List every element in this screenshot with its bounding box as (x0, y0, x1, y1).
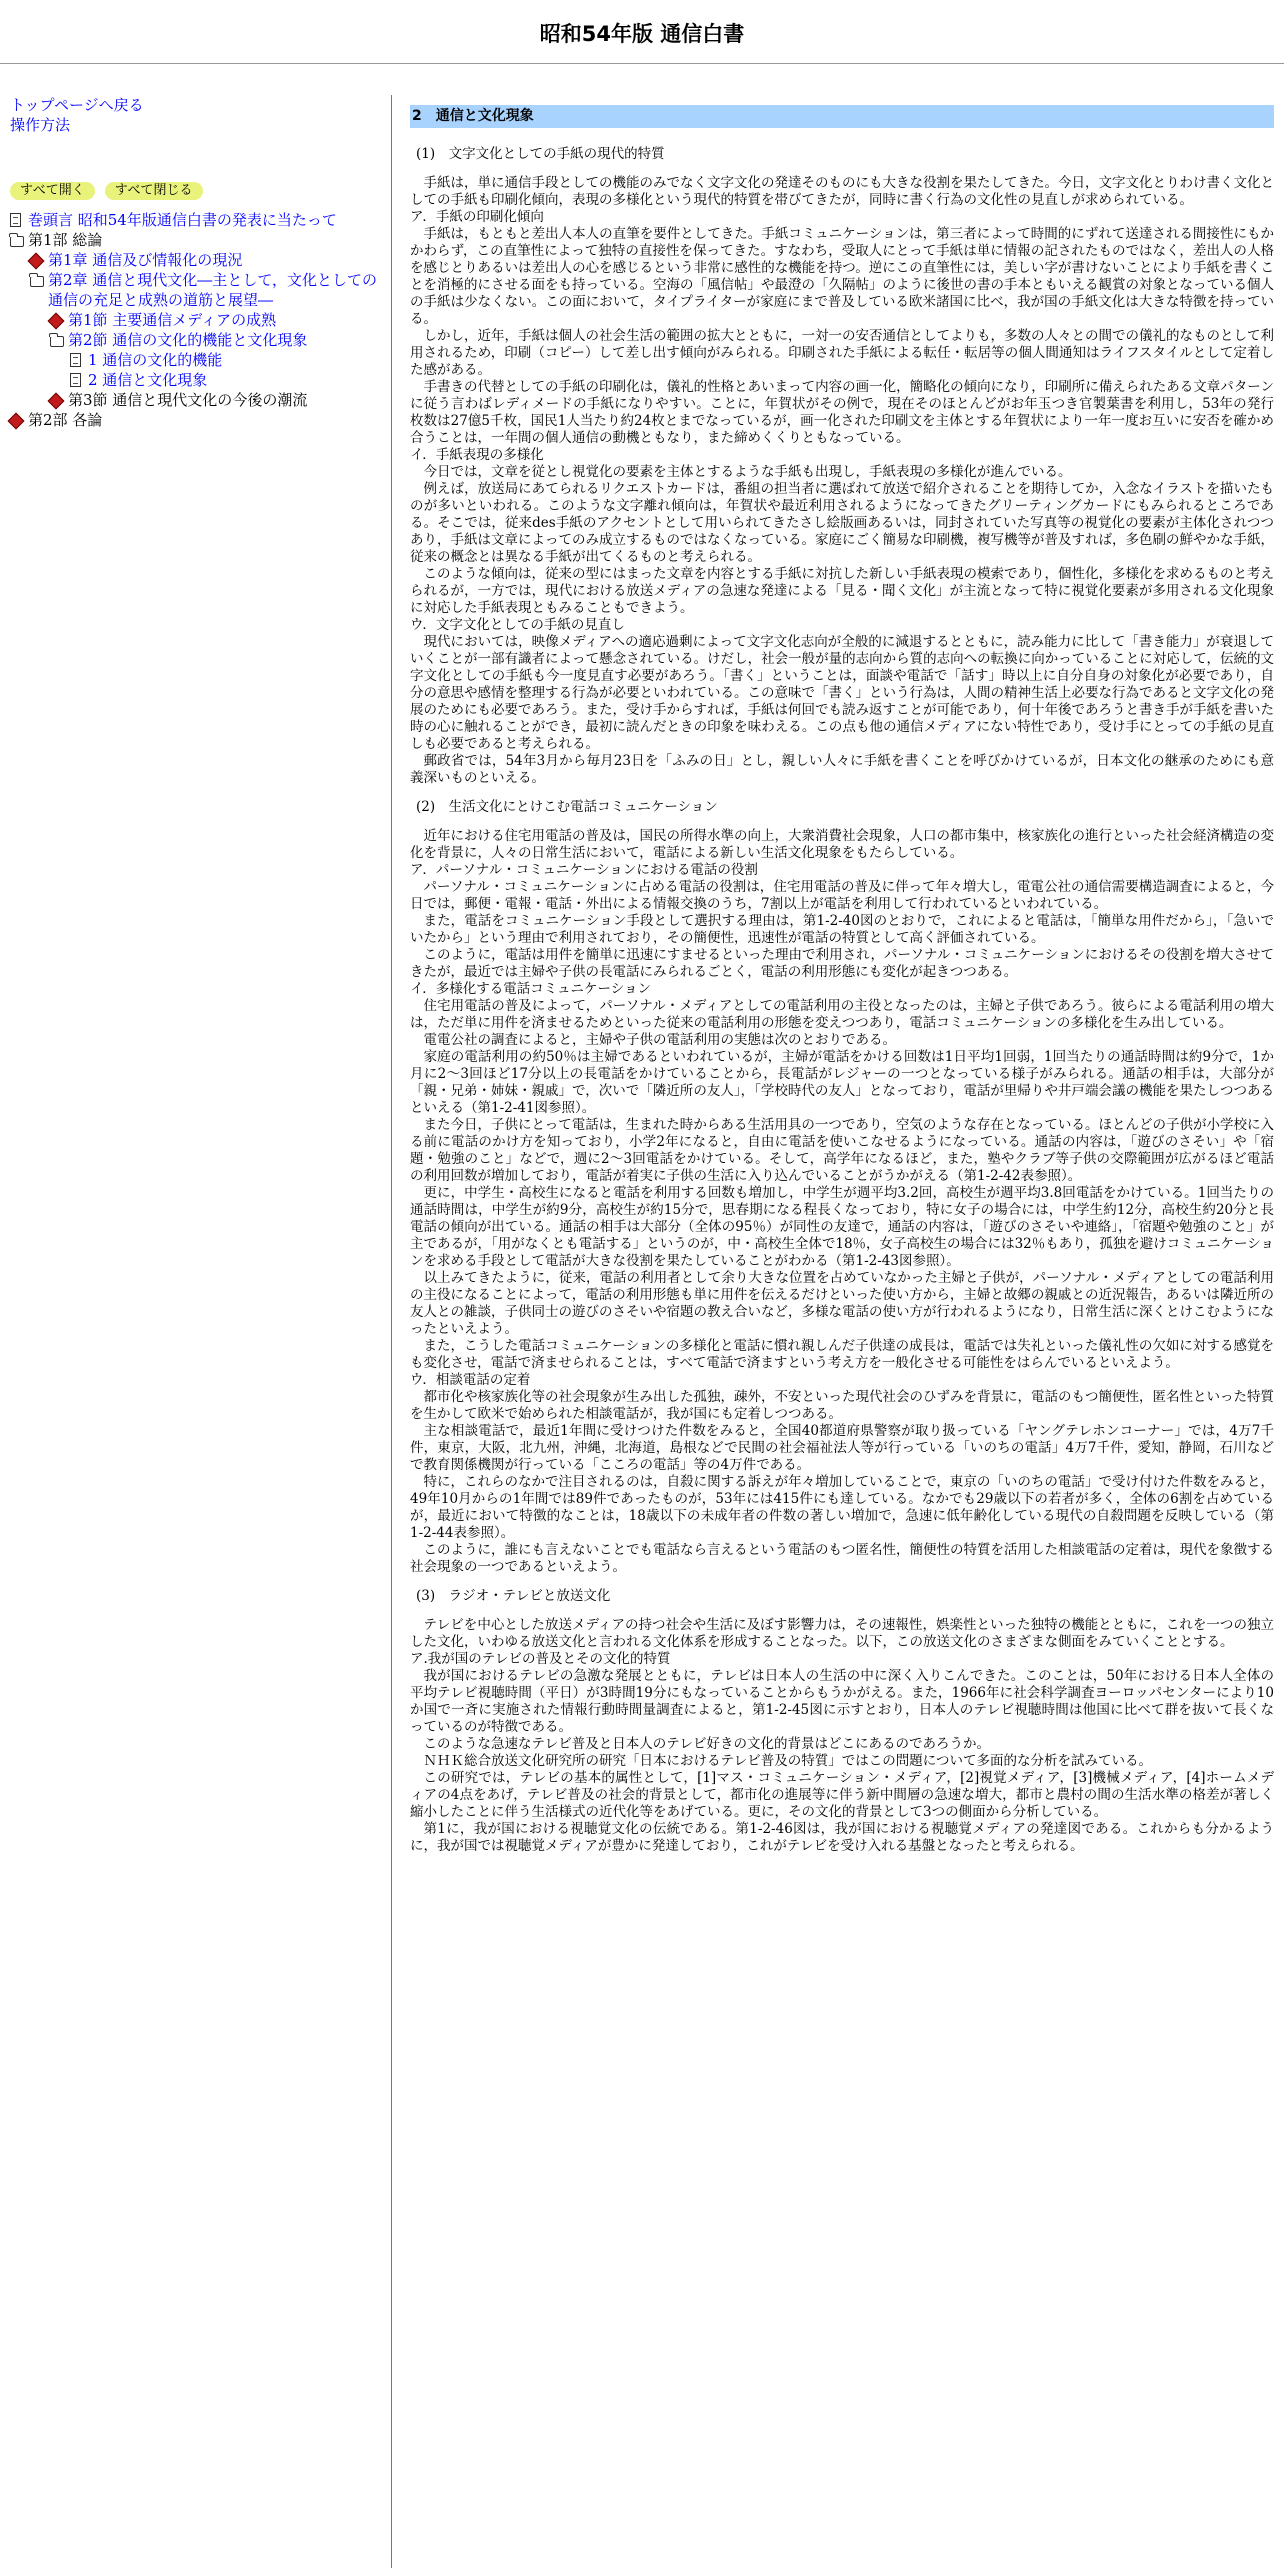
paragraph: 手紙は，もともと差出人本人の直筆を要件としてきた。手紙コミュニケーションは，第三者によって時間的にずれて送達される間接性にもかかわらず，この直筆性によって独特の直接性を保ってきた。すなわち，受取人にとって手紙は単に情報の記されたものではなく，差出人の人格を感じとりあるいは差出人の心を感じるという非常に感性的な機能を持つ。逆にこの直筆性には，美しい字が書けないことにより手紙を書くことを消極的にさせる面をも持っている。空海の「風信帖」や最澄の「久隔帖」のように後世の書の手本ともいえる観賞の対象となっている個人の手紙は少なくない。この面において，タイプライターが家庭にまで普及している欧米諸国に比べ，我が国の手紙文化は大きな特徴を持っている。 (410, 226, 1274, 327)
topic-label: イ．手紙表現の多様化 (410, 447, 544, 463)
tree-link-chapter2[interactable]: 第2章 通信と現代文化―主として，文化としての通信の充足と成熟の道筋と展望― (48, 271, 378, 309)
tree-item-chapter2[interactable] (30, 270, 385, 310)
how-to-use-link[interactable]: 操作方法 (10, 116, 71, 134)
tree-label-part2: 第2部 各論 (28, 411, 103, 429)
paragraph: 特に，これらのなかで注目されるのは，自殺に関する訴えが年々増加していることで，東京の「いのちの電話」で受け付けた件数をみると，49年10月からの1年間では89件であったものが，53年には415件にも達している。なかでも29歳以下の若者が多く，全体の6割を占めているが，最近において特徴的なことは，18歳以下の未成年者の件数の著しい増加で，急速に低年齢化している現代の自殺問題を反映している（第1-2-44表参照）。 (410, 1474, 1274, 1541)
paragraph: しかし，近年，手紙は個人の社会生活の範囲の拡大とともに，一対一の安否通信としてよりも，多数の人々との間での儀礼的なものとして利用されるため，印刷（コピー）して差し出す傾向がみられる。印刷された手紙による転任・転居等の個人間通知はライフスタイルとして定着した感がある。 (410, 328, 1274, 378)
topic-label: イ．多様化する電話コミュニケーション (410, 981, 651, 997)
document-icon (70, 373, 81, 387)
tree-item-section2[interactable] (50, 330, 385, 350)
paragraph: また今日，子供にとって電話は，生まれた時からある生活用具の一つであり，空気のような存在となっている。ほとんどの子供が小学校に入る前に電話のかけ方を知っており，小学2年になると，自由に電話を使いこなせるようになっている。通話の内容は，「遊びのさそい」や「宿題・勉強のこと」などで，週に2～3回電話をかけている。そして，高学年になるほど，また，塾やクラブ等子供の交際範囲が広がるほど電話の利用回数が増加しており，電話が着実に子供の生活に入り込んでいることがうかがえる（第1-2-42表参照）。 (410, 1117, 1274, 1184)
topic-label: ウ．文字文化としての手紙の見直し (410, 617, 625, 633)
paragraph: 第1に，我が国における視聴覚文化の伝統である。第1-2-46図は，我が国における視聴覚メディアの発達図である。これからも分かるように，我が国では視聴覚メディアが豊かに発達しており，これがテレビを受け入れる基盤となったと考えられる。 (410, 1821, 1274, 1854)
topic-label: ウ．相談電話の定着 (410, 1372, 531, 1388)
paragraph: 近年における住宅用電話の普及は，国民の所得水準の向上，大衆消費社会現象，人口の都市集中，核家族化の進行といった社会経済構造の変化を背景に，人々の日常生活において，電話による新しい生活文化現象をもたらしている。 (410, 828, 1274, 861)
paragraph: 現代においては，映像メディアへの適応過剰によって文字文化志向が全般的に減退するとともに，読み能力に比して「書き能力」が衰退していくことが一部有識者によって懸念されている。けだし，社会一般が量的志向から質的志向への転換に向かっていることに対応して，伝統的文字文化としての手紙も今一度見直す必要があろう。「書く」ということは，面談や電話で「話す」時以上に自分自身の対象化が必要であり，自分の意思や感情を整理する行為が必要といわれている。この意味で「書く」という行為は，人間の精神生活上必要な行為であると文字文化の発展のためにも必要であろう。また，受け手からすれば，手紙は何回でも読み返すことが可能であり，何十年後であろうと書き手が手紙を書いた時の心に触れることができ，最初に読んだときの印象を味わえる。この点も他の通信メディアにない特性であり，受け手にとっての手紙の見直しも必要であると考えられる。 (410, 634, 1274, 752)
main-content (410, 105, 1274, 1855)
folder-closed-icon[interactable] (8, 413, 25, 430)
paragraph: このような傾向は，従来の型にはまった文章を内容とする手紙に対抗した新しい手紙表現の模索であり，個性化，多様化を求めるものと考えられるが，一方では，現代における放送メディアの急速な発達による「見る・聞く文化」が主流となって特に視覚化要素が多用される文化現象に対応した手紙表現ともみることもできよう。 (410, 566, 1274, 616)
paragraph: 手書きの代替としての手紙の印刷化は，儀礼的性格とあいまって内容の画一化，簡略化の傾向になり，印刷所に備えられたある文章パターンに従う言わばレディメードの手紙になりやすい。ことに，年賀状がその例で，現在そのほとんどがお年玉つき官製葉書を利用し，53年の発行枚数は27億5千枚，国民1人当たり約24枚とまでなっているが，画一化された印刷文を主体とする年賀状により一年一度お互いに安否を確かめ合うことは，一年間の個人通信の動機ともなり，また締めくくりともなっている。 (410, 379, 1274, 446)
header-divider (0, 63, 1284, 64)
paragraph: このように，誰にも言えないことでも電話なら言えるという電話のもつ匿名性，簡便性の特質を活用した相談電話の定着は，現代を象徴する社会現象の一つであるといえよう。 (410, 1542, 1274, 1575)
page-title: 昭和54年版 通信白書 (539, 22, 745, 46)
subsection-heading: (3) ラジオ・テレビと放送文化 (416, 1588, 611, 1604)
paragraph: 例えば，放送局にあてられるリクエストカードは，番組の担当者に選ばれて放送で紹介されることを期待してか，入念なイラストを描いたものが多いといわれる。このような文字離れ傾向は，年賀状や最近利用されるようになってきたグリーティングカードにもみられるところである。そこでは，従来des手紙のアクセントとして用いられてきたさし絵版画あるいは，同封されていた写真等の視覚化の要素が主体化されつつあり，手紙は文章によってのみ成立するものではなくなっている。家庭にごく簡易な印刷機，複写機等が普及すれば，多色刷の鮮やかな手紙，従来の概念とは異なる手紙が出てくるものと考えられる。 (410, 481, 1274, 565)
back-to-top-link[interactable]: トップページへ戻る (10, 96, 144, 114)
tree-item-part2[interactable] (10, 410, 385, 430)
tree-label-section3: 第3節 通信と現代文化の今後の潮流 (68, 391, 308, 409)
tree-item-section3[interactable] (50, 390, 385, 410)
paragraph: 電電公社の調査によると，主婦や子供の電話利用の実態は次のとおりである。 (423, 1032, 896, 1048)
subsection-heading: (1) 文字文化としての手紙の現代的特質 (416, 146, 665, 162)
paragraph: 主な相談電話で，最近1年間に受けつけた件数をみると，全国40都道府県警察が取り扱っている「ヤングテレホンコーナー」では，4万7千件，東京，大阪，北九州，沖縄，北海道，島根などで民間の社会福祉法人等が行っている「いのちの電話」4万7千件，愛知，静岡，石川などで教育関係機関が行っている「こころの電話」等の4万件である。 (410, 1423, 1274, 1473)
topic-label: ア．手紙の印刷化傾向 (410, 209, 544, 225)
folder-open-icon[interactable] (50, 336, 64, 347)
paragraph: ＮＨＫ総合放送文化研究所の研究「日本におけるテレビ普及の特質」ではこの問題について多面的な分析を試みている。 (423, 1753, 1152, 1769)
spacer (410, 787, 1274, 799)
spacer (410, 1576, 1274, 1588)
tree-link-section1[interactable]: 第1節 主要通信メディアの成熟 (68, 311, 277, 329)
folder-open-icon[interactable] (30, 276, 44, 287)
paragraph: 住宅用電話の普及によって，パーソナル・メディアとしての電話利用の主役となったのは，主婦と子供であろう。彼らによる電話利用の増大は，ただ単に用件を済ませるためといった従来の電話利用の形態を変えつつあり，電話コミュニケーションの多様化を生み出している。 (410, 998, 1274, 1031)
expand-all-button[interactable]: すべて開く (10, 182, 95, 200)
folder-closed-icon[interactable] (48, 393, 65, 410)
paragraph: 手紙は，単に通信手段としての機能のみでなく文字文化の発達そのものにも大きな役割を果たしてきた。今日，文字文化とりわけ書く文化としての手紙も印刷化傾向，表現の多様化という現代的特質を帯びてきたが，同時に書く行為の文化性の見直しが求められている。 (410, 175, 1274, 208)
tree-item-section1[interactable] (50, 310, 385, 330)
paragraph: この研究では，テレビの基本的属性として，[1]マス・コミュニケーション・メディア，[2]視覚メディア，[3]機械メディア，[4]ホームメディアの4点をあげ，テレビ普及の社会的背景として，都市化の進展等に伴う新中間層の急速な増大，都市と農村の間の生活水準の格差が著しく縮小したことに伴う生活様式の近代化等をあげている。更に，その文化的背景として3つの側面から分析している。 (410, 1770, 1274, 1820)
topic-label: ア．パーソナル・コミュニケーションにおける電話の役割 (410, 862, 758, 878)
folder-closed-icon[interactable] (28, 253, 45, 270)
tree-item-chapter1[interactable] (30, 250, 385, 270)
paragraph: パーソナル・コミュニケーションに占める電話の役割は，住宅用電話の普及に伴って年々増大し，電電公社の通信需要構造調査によると，今日では，郵便・電報・電話・外出による情報交換のうち，7割以上が電話を利用して行われているといわれている。 (410, 879, 1274, 912)
tree-item-subsection1[interactable] (70, 350, 385, 370)
content-body (410, 146, 1274, 1855)
subsection-heading: (2) 生活文化にとけこむ電話コミュニケーション (416, 799, 718, 815)
folder-open-icon[interactable] (10, 236, 24, 247)
tree-link-foreword[interactable]: 巻頭言 昭和54年版通信白書の発表に当たって (28, 211, 337, 229)
folder-closed-icon[interactable] (48, 313, 65, 330)
section-heading: 2 通信と文化現象 (410, 105, 1274, 128)
tree-link-subsection1[interactable]: 1 通信の文化的機能 (88, 351, 223, 369)
paragraph: 都市化や核家族化等の社会現象が生み出した孤独，疎外，不安といった現代社会のひずみを背景に，電話のもつ簡便性，匿名性といった特質を生かして欧米で始められた相談電話が，我が国にも定着しつつある。 (410, 1389, 1274, 1422)
paragraph: また，電話をコミュニケーション手段として選択する理由は，第1-2-40図のとおりで，これによると電話は，「簡単な用件だから」，「急いでいたから」という理由で利用されており，その簡便性，迅速性が電話の特質として高く評価されている。 (410, 913, 1274, 946)
paragraph: テレビを中心とした放送メディアの持つ社会や生活に及ぼす影響力は，その速報性，娯楽性といった独特の機能とともに，これを一つの独立した文化，いわゆる放送文化と言われる文化体系を形成することなった。以下，この放送文化のさまざまな側面をみていくこととする。 (410, 1617, 1274, 1650)
tree-link-chapter1[interactable]: 第1章 通信及び情報化の現況 (48, 251, 243, 269)
document-icon (10, 213, 21, 227)
paragraph: 以上みてきたように，従来，電話の利用者として余り大きな位置を占めていなかった主婦と子供が，パーソナル・メディアとしての電話利用の主役になることによって，電話の利用形態も単に用件を伝えるだけといった使い方から，主婦と故郷の親戚との近況報告，あるいは隣近所の友人との雑談，子供同士の遊びのさそいや宿題の教え合いなど，多様な電話の使い方が行われるようになり，日常生活に深くとけこむようになったといえよう。 (410, 1270, 1274, 1337)
collapse-all-button[interactable]: すべて閉じる (105, 182, 203, 200)
paragraph: 家庭の電話利用の約50％は主婦であるといわれているが，主婦が電話をかける回数は1日平均1回弱，1回当たりの通話時間は約9分で，1か月に2～3回ほど17分以上の長電話をかけていることから，長電話がレジャーの一つとなっている様子がみられる。通話の相手は，大部分が「親・兄弟・姉妹・親戚」で，次いで「隣近所の友人」，「学校時代の友人」となっており，電話が里帰りや井戸端会議の機能を果たしつつあるといえる（第1-2-41図参照）。 (410, 1049, 1274, 1116)
paragraph: 更に，中学生・高校生になると電話を利用する回数も増加し，中学生が週平均3.2回，高校生が週平均3.8回電話をかけている。1回当たりの通話時間は，中学生が約9分，高校生が約15分で，思春期になる程長くなっており，特に女子の場合には，中学生約12分，高校生約20分と長電話の傾向が出ている。通話の相手は大部分（全体の95％）が同性の友達で，通話の内容は，「遊びのさそいや連絡」，「宿題や勉強のこと」が主であるが，「用がなくとも電話する」というのが，中・高校生全体で18％，女子高校生の場合には32％もあり，孤独を避けコミュニケーションを求める手段として電話が大きな役割を果たしていることがわかる（第1-2-43図参照）。 (410, 1185, 1274, 1269)
tree-link-subsection2[interactable]: 2 通信と文化現象 (88, 371, 208, 389)
tree-item-part1[interactable] (10, 230, 385, 250)
paragraph: 今日では，文章を従とし視覚化の要素を主体とするような手紙も出現し，手紙表現の多様化が進んでいる。 (423, 464, 1072, 480)
tree-controls (10, 179, 385, 200)
paragraph: また，こうした電話コミュニケーションの多様化と電話に慣れ親しんだ子供達の成長は，電話では失礼といった儀礼性の欠如に対する感覚をも変化させ，電話で済ませられることは，すべて電話で済ますという考え方を一般化させる可能性をはらんでいるといえよう。 (410, 1338, 1274, 1371)
tree-label-part1: 第1部 総論 (28, 231, 103, 249)
document-icon (70, 353, 81, 367)
paragraph: このような急速なテレビ普及と日本人のテレビ好きの文化的背景はどこにあるのであろうか。 (423, 1736, 990, 1752)
sidebar-divider (391, 95, 392, 2568)
tree-item-subsection2[interactable] (70, 370, 385, 390)
sidebar (10, 95, 385, 430)
tree-link-section2[interactable]: 第2節 通信の文化的機能と文化現象 (68, 331, 308, 349)
paragraph: 郵政省では，54年3月から毎月23日を「ふみの日」とし，親しい人々に手紙を書くことを呼びかけているが，日本文化の継承のためにも意義深いものといえる。 (410, 753, 1274, 786)
paragraph: このように，電話は用件を簡単に迅速にすませるといった理由で利用され，パーソナル・コミュニケーションにおけるその役割を増大させてきたが，最近では主婦や子供の長電話にみられるごとく，電話の利用形態にも変化が起きつつある。 (410, 947, 1274, 980)
tree-item-foreword[interactable] (10, 210, 385, 230)
topic-label: ア.我が国のテレビの普及とその文化的特質 (410, 1651, 671, 1667)
paragraph: 我が国におけるテレビの急激な発展とともに，テレビは日本人の生活の中に深く入りこんできた。このことは，50年における日本人全体の平均テレビ視聴時間（平日）が3時間19分にもなっていることからもうかがえる。また，1966年に社会科学調査ヨーロッパセンターにより10か国で一斉に実施された情報行動時間量調査によると，第1-2-45図に示すとおり，日本人のテレビ視聴時間は他国に比べて群を抜いて長くなっているのが特徴である。 (410, 1668, 1274, 1735)
